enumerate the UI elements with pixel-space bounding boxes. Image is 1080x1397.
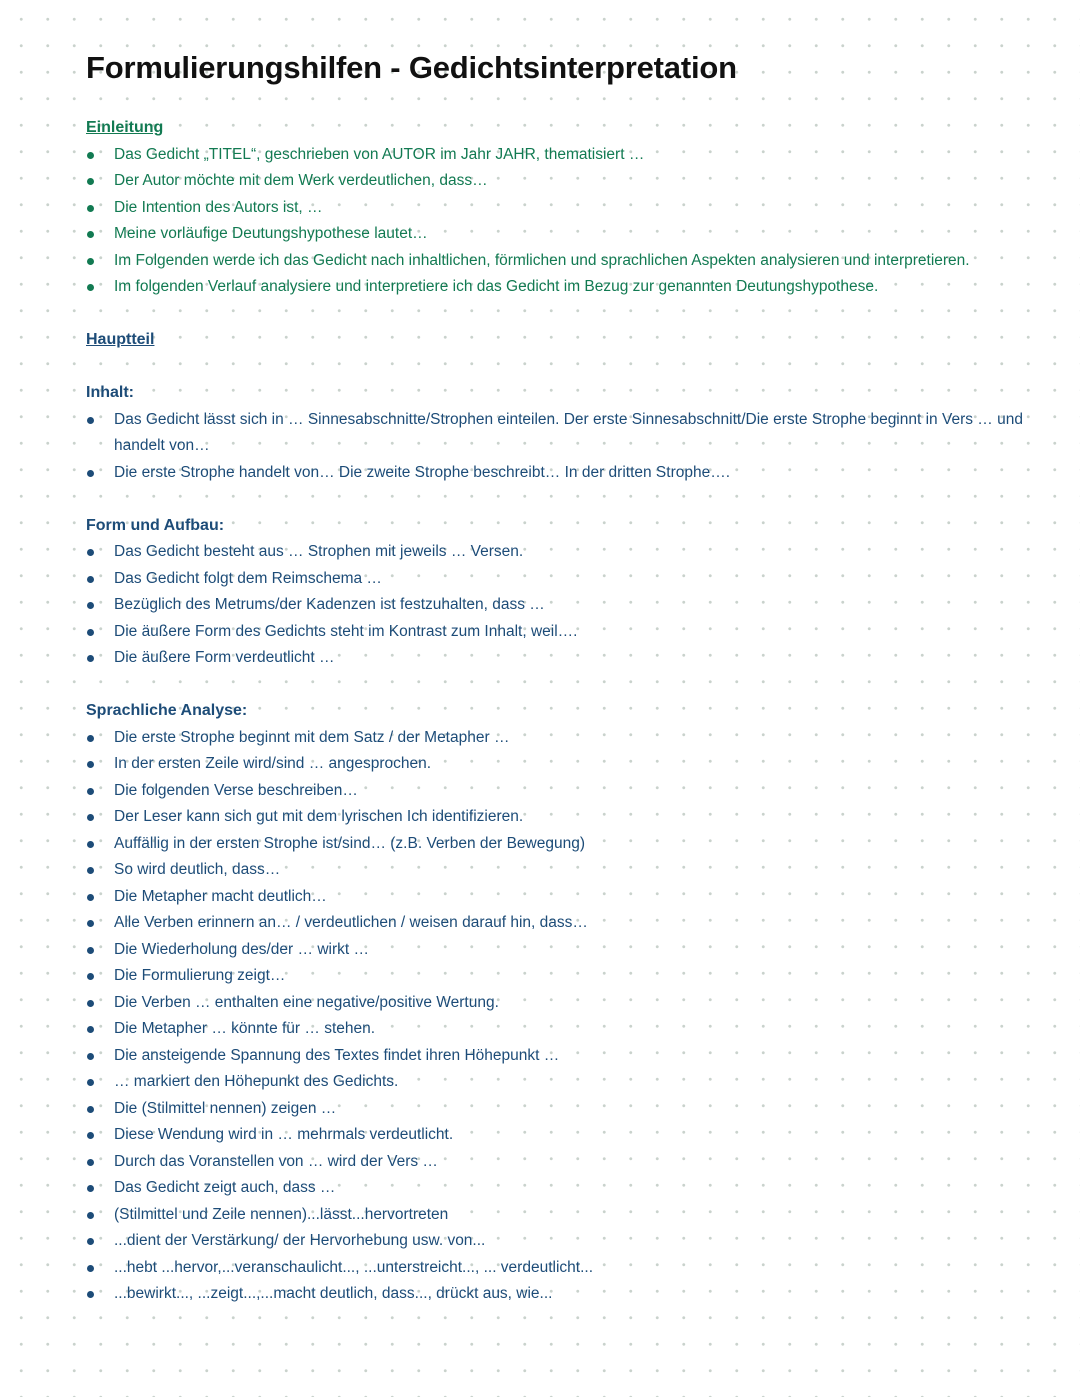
list-item: (Stilmittel und Zeile nennen)...lässt...hervortreten xyxy=(86,1202,1046,1229)
list-item: Die äußere Form verdeutlicht … xyxy=(86,645,1046,672)
heading-einleitung: Einleitung xyxy=(86,119,164,136)
list-item: Die Metapher macht deutlich… xyxy=(86,884,1046,911)
list-item: … markiert den Höhepunkt des Gedichts. xyxy=(86,1069,1046,1096)
list-item: Die erste Strophe beginnt mit dem Satz / der Metapher … xyxy=(86,725,1046,752)
list-item: Die ansteigende Spannung des Textes findet ihren Höhepunkt … xyxy=(86,1043,1046,1070)
list-inhalt xyxy=(86,407,1046,487)
section-hauptteil xyxy=(86,327,1046,1308)
list-form-und-aufbau xyxy=(86,539,1046,672)
heading-sprachliche-analyse: Sprachliche Analyse: xyxy=(86,702,248,719)
list-item: Im Folgenden werde ich das Gedicht nach inhaltlichen, förmlichen und sprachlichen Aspekten analysieren und interpretieren. xyxy=(86,248,1046,275)
document-page xyxy=(86,48,1046,1308)
list-item: Die erste Strophe handelt von… Die zweite Strophe beschreibt… In der dritten Strophe…. xyxy=(86,460,1046,487)
list-item: Bezüglich des Metrums/der Kadenzen ist festzuhalten, dass … xyxy=(86,592,1046,619)
heading-inhalt: Inhalt: xyxy=(86,384,134,401)
spacer xyxy=(86,354,1046,381)
list-item: So wird deutlich, dass… xyxy=(86,857,1046,884)
list-item: Die Intention des Autors ist, … xyxy=(86,195,1046,222)
list-item: In der ersten Zeile wird/sind … angesprochen. xyxy=(86,751,1046,778)
heading-form-und-aufbau: Form und Aufbau: xyxy=(86,516,225,534)
list-item: Der Autor möchte mit dem Werk verdeutlichen, dass… xyxy=(86,168,1046,195)
spacer xyxy=(86,672,1046,699)
list-item: Die äußere Form des Gedichts steht im Kontrast zum Inhalt, weil…. xyxy=(86,619,1046,646)
list-item: Die folgenden Verse beschreiben… xyxy=(86,778,1046,805)
list-item: Die (Stilmittel nennen) zeigen … xyxy=(86,1096,1046,1123)
list-item: Der Leser kann sich gut mit dem lyrischen Ich identifizieren. xyxy=(86,804,1046,831)
list-item: Das Gedicht „TITEL“, geschrieben von AUTOR im Jahr JAHR, thematisiert … xyxy=(86,142,1046,169)
list-item: ...dient der Verstärkung/ der Hervorhebung usw. von... xyxy=(86,1228,1046,1255)
spacer xyxy=(86,486,1046,513)
list-item: Die Formulierung zeigt… xyxy=(86,963,1046,990)
list-item: Alle Verben erinnern an… / verdeutlichen / weisen darauf hin, dass… xyxy=(86,910,1046,937)
list-einleitung xyxy=(86,142,1046,301)
list-item: Im folgenden Verlauf analysiere und interpretiere ich das Gedicht im Bezug zur genannten Deutungshypothese. xyxy=(86,274,1046,301)
list-item: Auffällig in der ersten Strophe ist/sind… (z.B. Verben der Bewegung) xyxy=(86,831,1046,858)
list-item: Das Gedicht lässt sich in … Sinnesabschnitte/Strophen einteilen. Der erste Sinnesabschnitt/Die erste Strophe beginnt in Vers … und handelt von… xyxy=(86,407,1046,460)
section-einleitung xyxy=(86,115,1046,301)
list-item: Die Metapher … könnte für … stehen. xyxy=(86,1016,1046,1043)
list-item: Das Gedicht besteht aus … Strophen mit jeweils … Versen. xyxy=(86,539,1046,566)
list-sprachliche-analyse xyxy=(86,725,1046,1308)
list-item: Das Gedicht zeigt auch, dass … xyxy=(86,1175,1046,1202)
list-item: ...hebt ...hervor,...veranschaulicht..., ...unterstreicht..., ... verdeutlicht... xyxy=(86,1255,1046,1282)
list-item: Diese Wendung wird in … mehrmals verdeutlicht. xyxy=(86,1122,1046,1149)
list-item: Durch das Voranstellen von … wird der Vers … xyxy=(86,1149,1046,1176)
list-item: Das Gedicht folgt dem Reimschema … xyxy=(86,566,1046,593)
list-item: Die Wiederholung des/der … wirkt … xyxy=(86,937,1046,964)
spacer xyxy=(86,301,1046,328)
list-item: ...bewirkt..., ...zeigt...,...macht deutlich, dass..., drückt aus, wie... xyxy=(86,1281,1046,1308)
page-title: Formulierungshilfen - Gedichtsinterpretation xyxy=(86,50,737,85)
list-item: Die Verben … enthalten eine negative/positive Wertung. xyxy=(86,990,1046,1017)
heading-hauptteil: Hauptteil xyxy=(86,331,155,348)
list-item: Meine vorläufige Deutungshypothese lautet… xyxy=(86,221,1046,248)
